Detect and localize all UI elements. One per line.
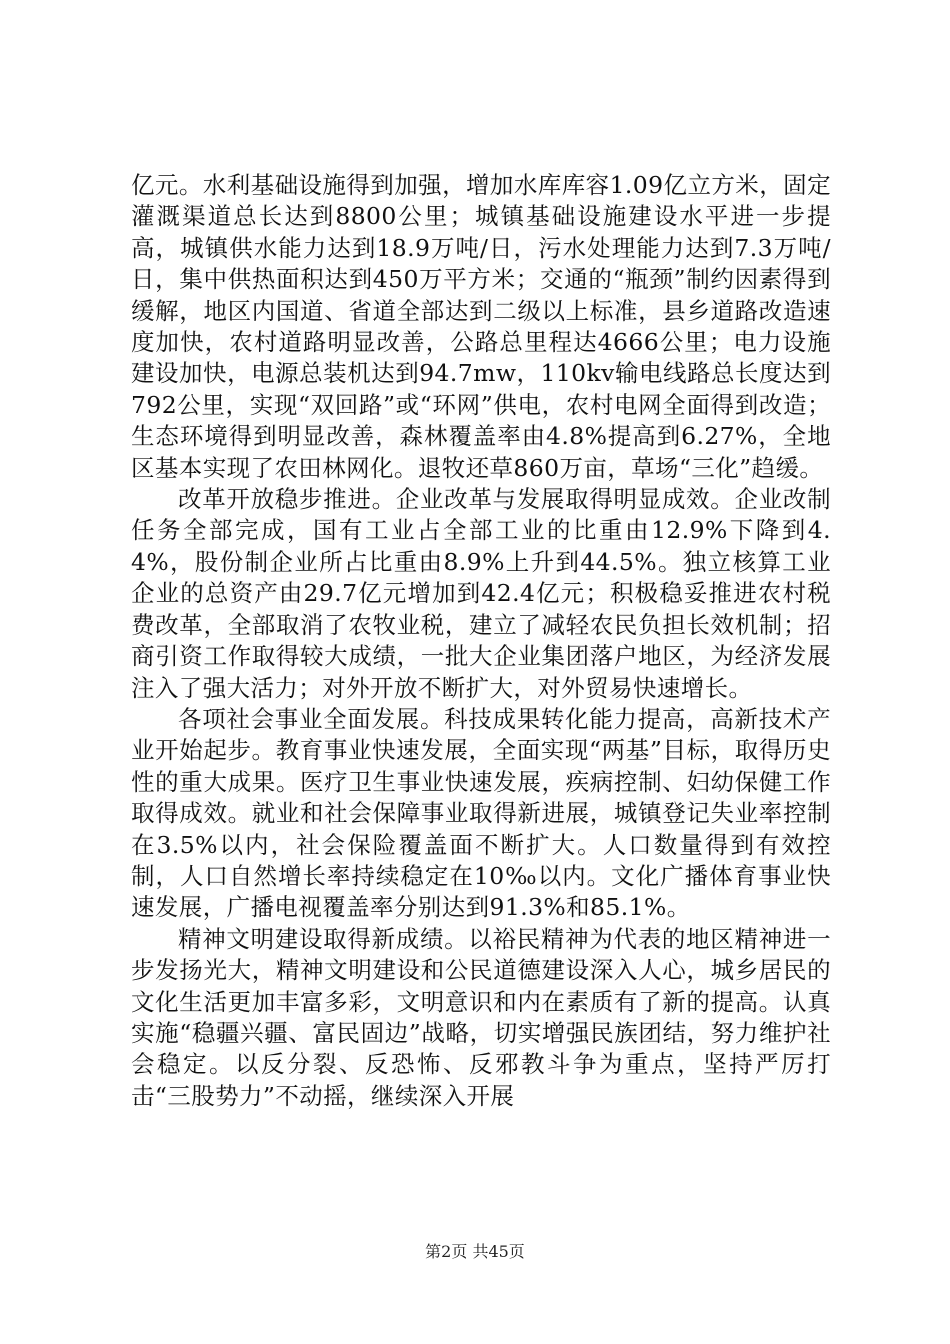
paragraph-infrastructure: 亿元。水利基础设施得到加强，增加水库库容1.09亿立方米，固定灌溉渠道总长达到8800公里；城镇基础设施建设水平进一步提高，城镇供水能力达到18.9万吨/日，污水处理能力达到7.3万吨/日，集中供热面积达到450万平方米；交通的“瓶颈”制约因素得到缓解，地区内国道、省道全部达到二级以上标准，县乡道路改造速度加快，农村道路明显改善，公路总里程达4666公里；电力设施建设加快，电源总装机达到94.7mw，110kv输电线路总长度达到792公里，实现“双回路”或“环网”供电，农村电网全面得到改造；生态环境得到明显改善，森林覆盖率由4.8%提高到6.27%，全地区基本实现了农田林网化。退牧还草860万亩，草场“三化”趋缓。 xyxy=(131,171,831,482)
paragraph-spiritual-civilization: 精神文明建设取得新成绩。以裕民精神为代表的地区精神进一步发扬光大，精神文明建设和公民道德建设深入人心，城乡居民的文化生活更加丰富多彩，文明意识和内在素质有了新的提高。认真实施“稳疆兴疆、富民固边”战略，切实增强民族团结，努力维护社会稳定。以反分裂、反恐怖、反邪教斗争为重点，坚持严厉打击“三股势力”不动摇，继续深入开展 xyxy=(131,924,831,1110)
paragraph-social-development: 各项社会事业全面发展。科技成果转化能力提高，高新技术产业开始起步。教育事业快速发展，全面实现“两基”目标，取得历史性的重大成果。医疗卫生事业快速发展，疾病控制、妇幼保健工作取得成效。就业和社会保障事业取得新进展，城镇登记失业率控制在3.5%以内，社会保险覆盖面不断扩大。人口数量得到有效控制，人口自然增长率持续稳定在10‰以内。文化广播体育事业快速发展，广播电视覆盖率分别达到91.3%和85.1%。 xyxy=(131,704,831,922)
document-body xyxy=(131,170,831,1112)
page-number-footer: 第2页 共45页 xyxy=(425,1242,525,1261)
paragraph-reform-opening: 改革开放稳步推进。企业改革与发展取得明显成效。企业改制任务全部完成，国有工业占全部工业的比重由12.9%下降到4.4%，股份制企业所占比重由8.9%上升到44.5%。独立核算工业企业的总资产由29.7亿元增加到42.4亿元；积极稳妥推进农村税费改革，全部取消了农牧业税，建立了减轻农民负担长效机制；招商引资工作取得较大成绩，一批大企业集团落户地区，为经济发展注入了强大活力；对外开放不断扩大，对外贸易快速增长。 xyxy=(131,485,831,702)
